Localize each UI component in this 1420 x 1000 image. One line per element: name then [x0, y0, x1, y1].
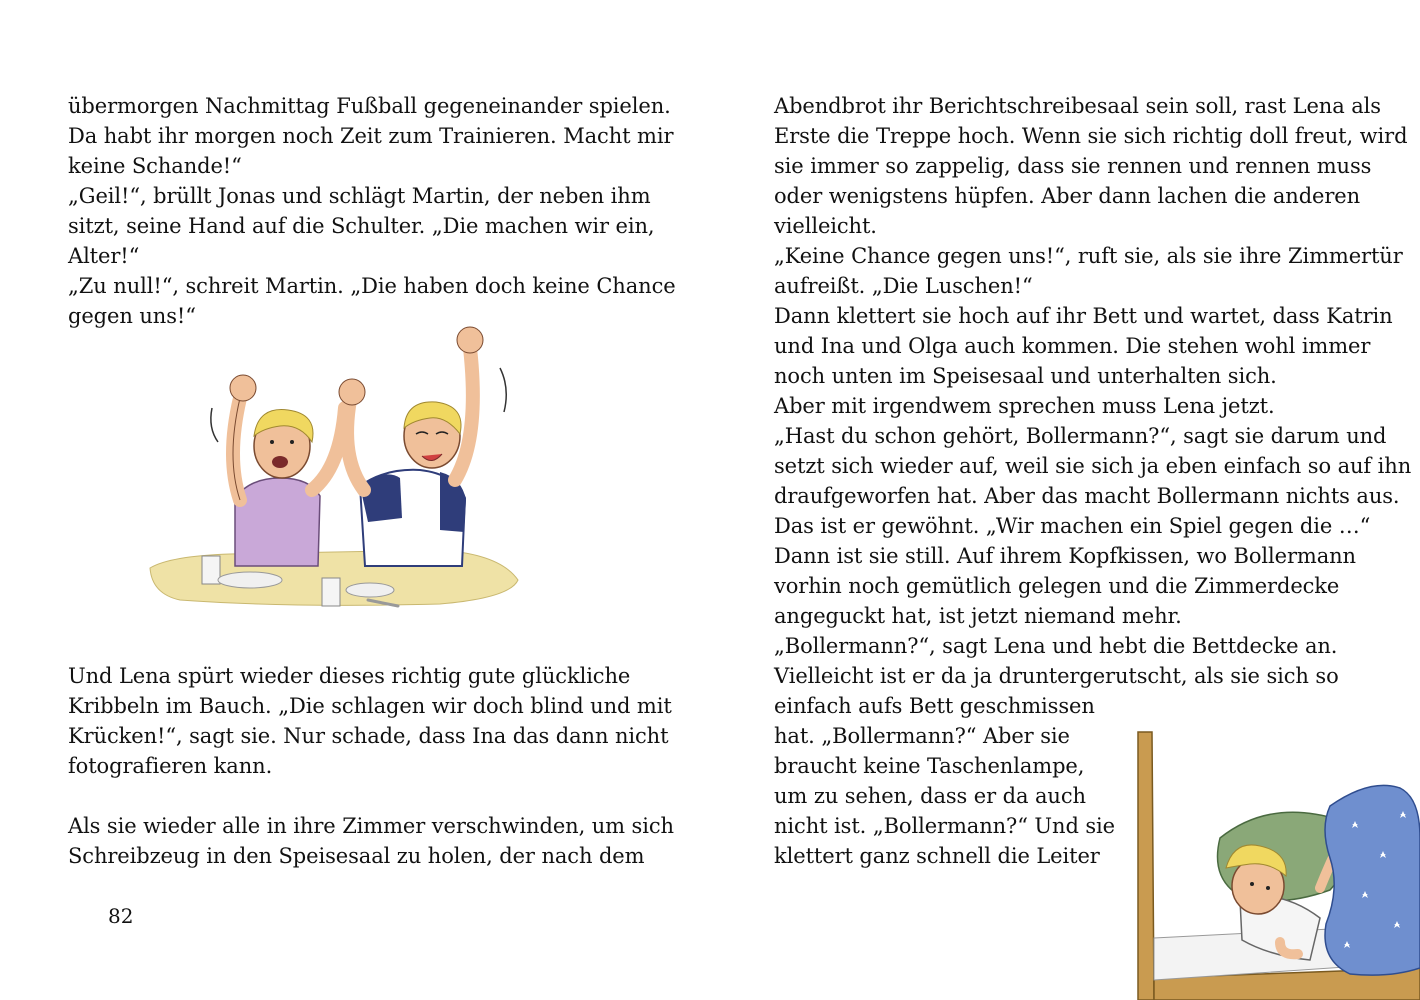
text-line: klettert ganz schnell die Leiter: [774, 844, 1100, 868]
text-line: hat. „Bollermann?“ Aber sie: [774, 724, 1070, 748]
text-line: Da habt ihr morgen noch Zeit zum Trainieren. Macht mir: [68, 124, 674, 148]
text-line: Und Lena spürt wieder dieses richtig gute glückliche: [68, 664, 631, 688]
text-line: braucht keine Taschenlampe,: [774, 754, 1085, 778]
text-line: fotografieren kann.: [68, 754, 273, 778]
left-boy: [211, 375, 345, 566]
text-line: Das ist er gewöhnt. „Wir machen ein Spiel gegen die …“: [774, 514, 1371, 538]
text-line: Krücken!“, sagt sie. Nur schade, dass Ina das dann nicht: [68, 724, 669, 748]
text-line: „Keine Chance gegen uns!“, ruft sie, als sie ihre Zimmertür: [774, 244, 1403, 268]
text-line: „Zu null!“, schreit Martin. „Die haben doch keine Chance: [68, 274, 676, 298]
right-page: [710, 0, 1420, 1000]
bed-post: [1138, 732, 1154, 1000]
text-line: und Ina und Olga auch kommen. Die stehen wohl immer: [774, 334, 1371, 358]
text-line: sie immer so zappelig, dass sie rennen und rennen muss: [774, 154, 1372, 178]
text-line: noch unten im Speisesaal und unterhalten sich.: [774, 364, 1277, 388]
text-line: sitzt, seine Hand auf die Schulter. „Die machen wir ein,: [68, 214, 655, 238]
text-line: übermorgen Nachmittag Fußball gegeneinander spielen.: [68, 94, 671, 118]
text-line: gegen uns!“: [68, 304, 196, 328]
text-line: Als sie wieder alle in ihre Zimmer verschwinden, um sich: [68, 814, 674, 838]
text-line: „Hast du schon gehört, Bollermann?“, sagt sie darum und: [774, 424, 1387, 448]
right-boy: [339, 327, 506, 566]
text-line: Schreibzeug in den Speisesaal zu holen, der nach dem: [68, 844, 645, 868]
text-line: oder wenigstens hüpfen. Aber dann lachen die anderen: [774, 184, 1361, 208]
text-line: nicht ist. „Bollermann?“ Und sie: [774, 814, 1115, 838]
page-number: 82: [108, 904, 134, 928]
text-line: Kribbeln im Bauch. „Die schlagen wir doch blind und mit: [68, 694, 672, 718]
plate-left: [218, 572, 282, 588]
text-line: setzt sich wieder auf, weil sie sich ja eben einfach so auf ihn: [774, 454, 1412, 478]
text-line: angeguckt hat, ist jetzt niemand mehr.: [774, 604, 1182, 628]
text-line: keine Schande!“: [68, 154, 242, 178]
lena-searching-bed-illustration: [1130, 728, 1420, 1000]
cup-left: [202, 556, 220, 584]
blanket: [1325, 785, 1420, 975]
text-line: Abendbrot ihr Berichtschreibesaal sein soll, rast Lena als: [774, 94, 1381, 118]
boys-cheering-illustration: [140, 318, 520, 610]
text-line: Aber mit irgendwem sprechen muss Lena jetzt.: [774, 394, 1275, 418]
text-line: draufgeworfen hat. Aber das macht Bollermann nichts aus.: [774, 484, 1400, 508]
text-line: vielleicht.: [774, 214, 877, 238]
text-line: Vielleicht ist er da ja druntergerutscht, als sie sich so: [774, 664, 1339, 688]
text-line: Dann klettert sie hoch auf ihr Bett und wartet, dass Katrin: [774, 304, 1393, 328]
text-line: um zu sehen, dass er da auch: [774, 784, 1086, 808]
text-line: einfach aufs Bett geschmissen: [774, 694, 1095, 718]
text-line: vorhin noch gemütlich gelegen und die Zimmerdecke: [774, 574, 1340, 598]
text-line: Alter!“: [68, 244, 140, 268]
text-line: aufreißt. „Die Luschen!“: [774, 274, 1033, 298]
text-line: Dann ist sie still. Auf ihrem Kopfkissen, wo Bollermann: [774, 544, 1356, 568]
text-line: „Geil!“, brüllt Jonas und schlägt Martin, der neben ihm: [68, 184, 651, 208]
text-line: „Bollermann?“, sagt Lena und hebt die Bettdecke an.: [774, 634, 1338, 658]
text-line: Erste die Treppe hoch. Wenn sie sich richtig doll freut, wird: [774, 124, 1408, 148]
cup-right: [322, 578, 340, 606]
plate-right: [346, 583, 394, 597]
